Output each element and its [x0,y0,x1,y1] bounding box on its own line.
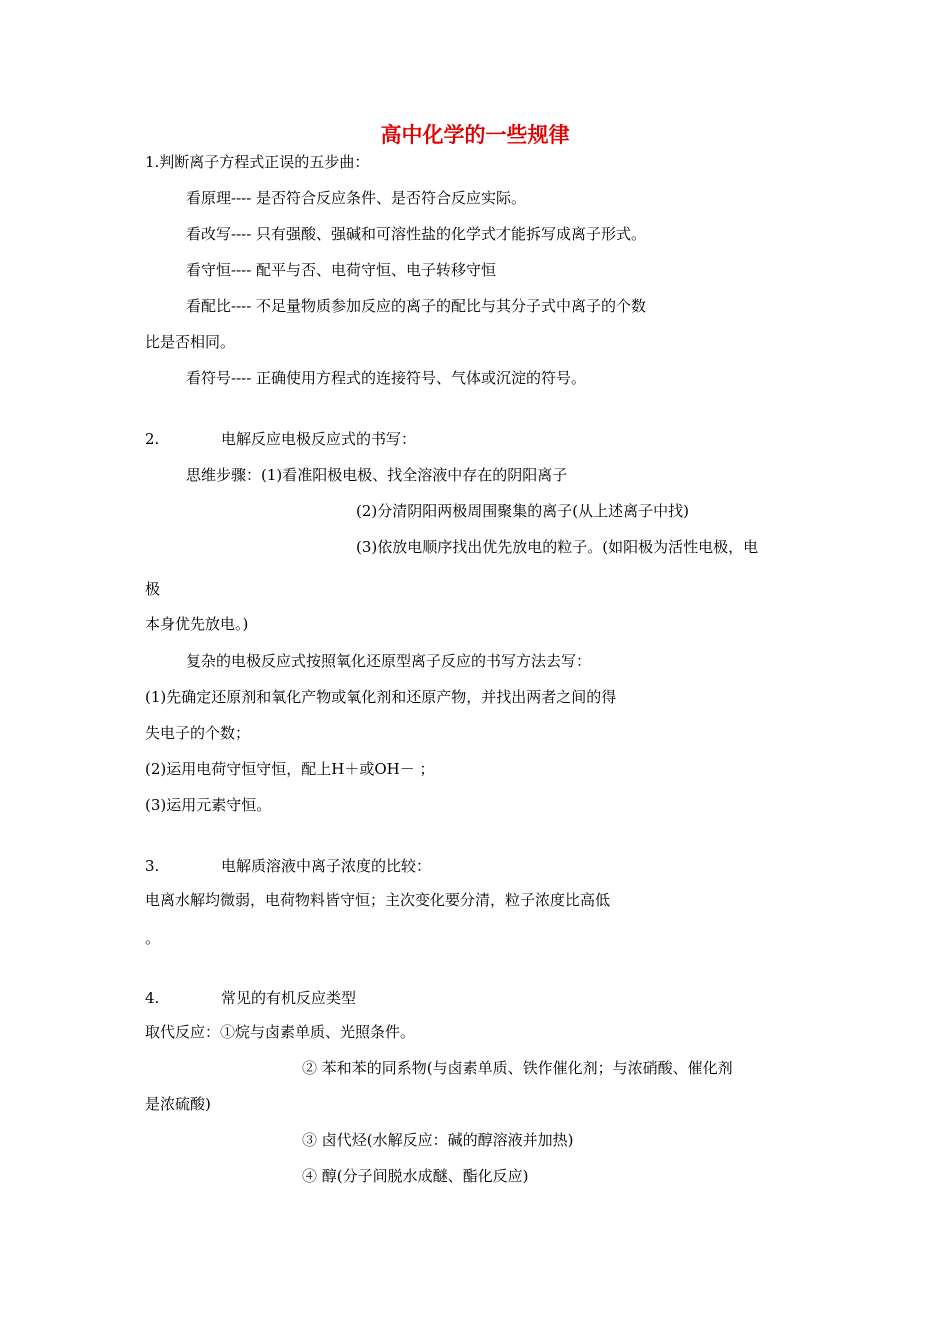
section-3-line-1: 电离水解均微弱，电荷物料皆守恒；主次变化要分清，粒子浓度比高低 [145,891,611,909]
section-2-c1b: 失电子的个数； [145,724,251,742]
section-2-c3: (3)运用元素守恒。 [145,796,272,814]
section-2-step-3c: 本身优先放电。) [145,615,249,633]
section-2-complex: 复杂的电极反应式按照氧化还原型离子反应的书写方法去写： [186,652,592,670]
section-4-title: 常见的有机反应类型 [221,989,357,1007]
section-2-c2: (2)运用电荷守恒守恒，配上H＋或OH－ ； [145,760,435,778]
section-4-line-1: 取代反应：①烷与卤素单质、光照条件。 [145,1023,416,1041]
section-2-heading [145,428,416,450]
section-2-step-2: (2)分清阴阳两极周围聚集的离子(从上述离子中找) [356,502,689,520]
section-1-line-3: 看守恒---- 配平与否、电荷守恒、电子转移守恒 [186,261,497,279]
section-2-title: 电解反应电极反应式的书写： [221,430,417,448]
section-4-number: 4. [145,989,160,1007]
section-2-step-3b: 极 [145,580,161,598]
section-1-line-4b: 比是否相同。 [145,333,236,351]
section-1-line-2: 看改写---- 只有强酸、强碱和可溶性盐的化学式才能拆写成离子形式。 [186,225,647,243]
section-3-line-2: 。 [145,929,161,947]
section-3-title: 电解质溶液中离子浓度的比较： [221,857,432,875]
section-1-line-1: 看原理---- 是否符合反应条件、是否符合反应实际。 [186,189,527,207]
section-2-step-3a: (3)依放电顺序找出优先放电的粒子。(如阳极为活性电极，电 [356,538,759,556]
section-4-line-2b: 是浓硫酸) [145,1095,211,1113]
section-3-number: 3. [145,857,160,875]
section-2-step-1: 思维步骤：(1)看准阳极电极、找全溶液中存在的阴阳离子 [186,466,568,484]
section-4-heading [145,987,356,1009]
section-2-number: 2. [145,430,160,448]
section-1-line-4a: 看配比---- 不足量物质参加反应的离子的配比与其分子式中离子的个数 [186,297,647,315]
section-4-line-3: ③ 卤代烃(水解反应：碱的醇溶液并加热) [302,1131,574,1149]
section-1-heading: 1.判断离子方程式正误的五步曲： [145,153,370,171]
section-4-line-2a: ② 苯和苯的同系物(与卤素单质、铁作催化剂；与浓硝酸、催化剂 [302,1059,733,1077]
page-title: 高中化学的一些规律 [380,123,570,147]
section-3-heading [145,855,431,877]
section-2-c1a: (1)先确定还原剂和氧化产物或氧化剂和还原产物，并找出两者之间的得 [145,688,617,706]
section-1-line-5: 看符号---- 正确使用方程式的连接符号、气体或沉淀的符号。 [186,369,587,387]
section-4-line-4: ④ 醇(分子间脱水成醚、酯化反应) [302,1167,529,1185]
